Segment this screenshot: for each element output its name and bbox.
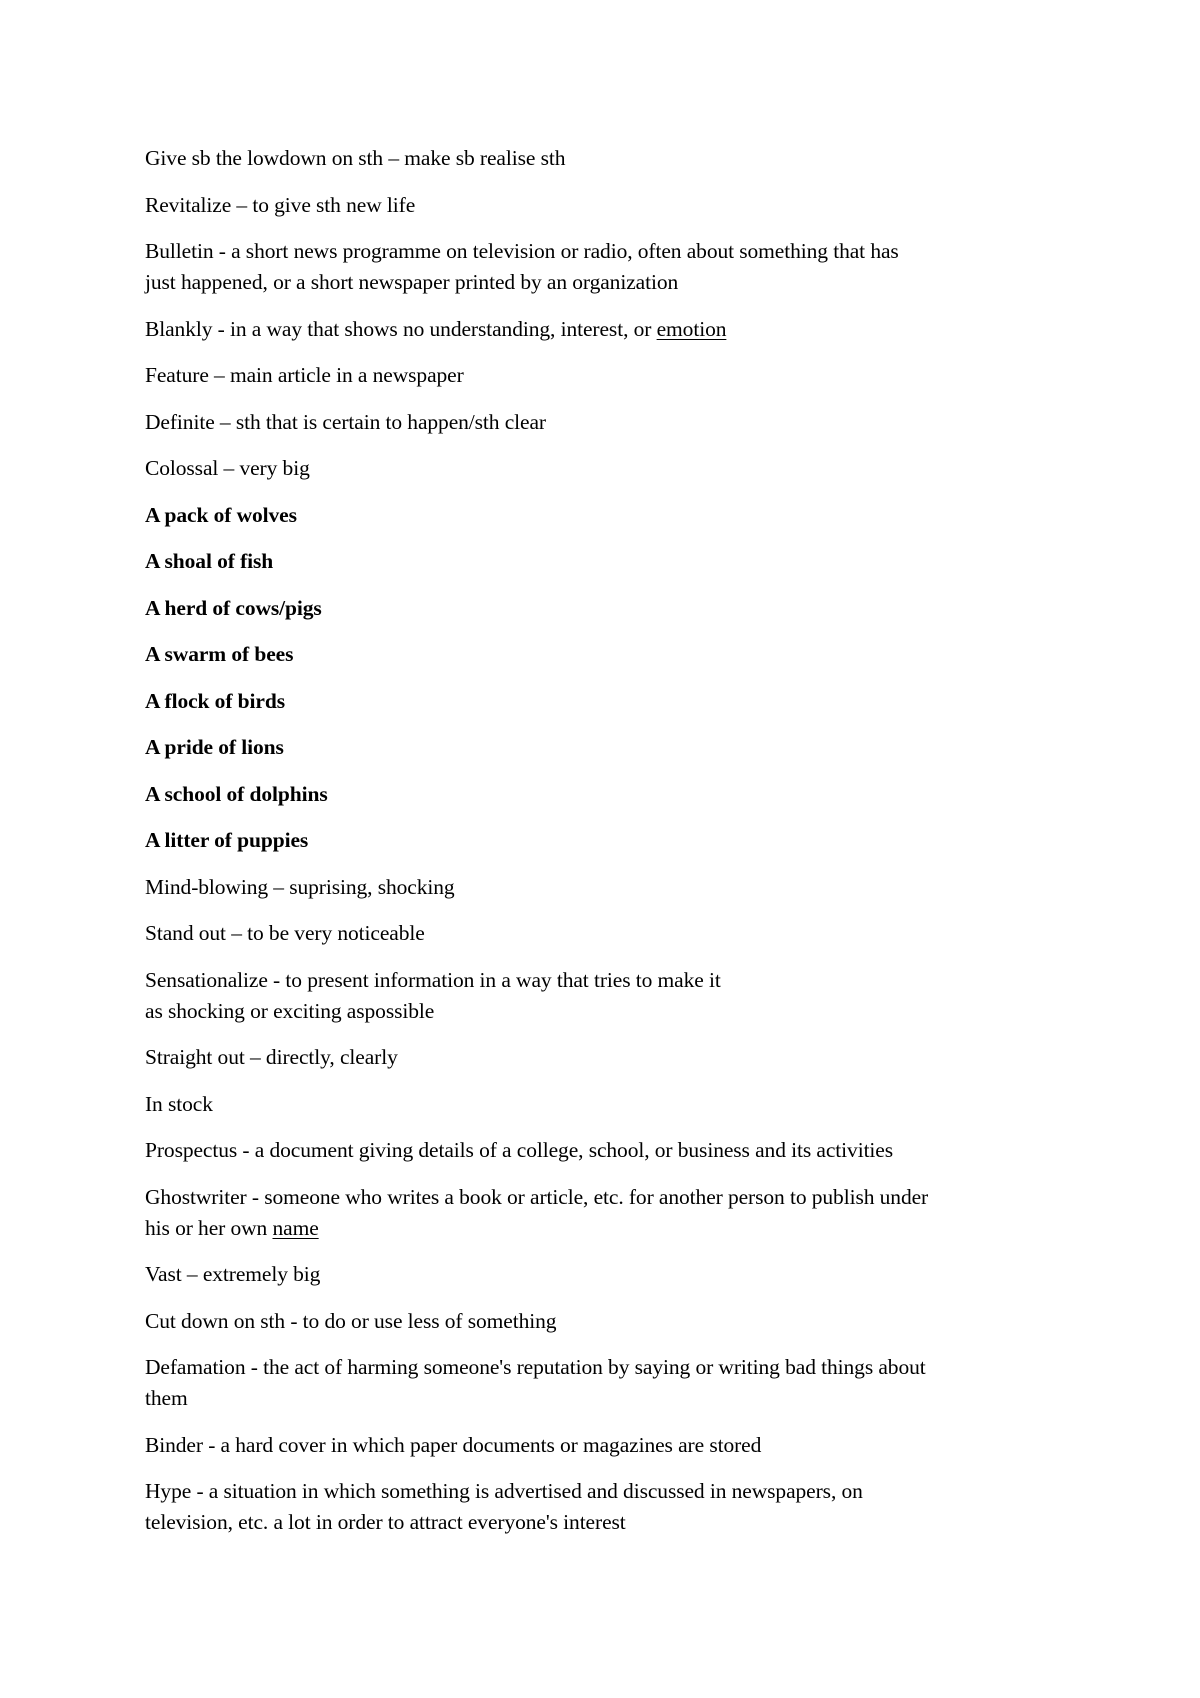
entry-line: Sensationalize - to present information in a way that tries to make it: [145, 967, 721, 992]
entry-bulletin: [145, 236, 1065, 298]
entry-line: Bulletin - a short news programme on television or radio, often about something that has: [145, 239, 899, 263]
entry-line: Vast – extremely big: [145, 1262, 321, 1286]
entry-cut-down: [145, 1306, 1065, 1337]
entry-vast: [145, 1259, 1065, 1290]
entry-blankly: [145, 314, 1065, 345]
entry-line: television, etc. a lot in order to attract everyone's interest: [145, 1510, 626, 1534]
entry-ghostwriter: [145, 1182, 1065, 1244]
entry-definite: [145, 407, 1065, 438]
entry-lowdown: [145, 143, 1065, 174]
entry-line: Definite – sth that is certain to happen/sth clear: [145, 409, 546, 434]
collective-noun-dolphins: A school of dolphins: [145, 781, 328, 806]
collective-noun-cows-pigs: A herd of cows/pigs: [145, 595, 322, 620]
entry-line: Prospectus - a document giving details of a college, school, or business and its activities: [145, 1138, 894, 1162]
entry-line: Colossal – very big: [145, 456, 310, 480]
entry-stand-out: [145, 918, 1065, 949]
entry-line: [145, 1213, 1065, 1244]
entry-text: his or her own: [145, 1215, 273, 1240]
entry-prospectus: [145, 1135, 1065, 1166]
entry-line: Give sb the lowdown on sth – make sb realise sth: [145, 146, 566, 170]
entry-text: Blankly - in a way that shows no understanding, interest, or: [145, 316, 657, 341]
collective-noun-puppies: A litter of puppies: [145, 828, 309, 852]
entry-straight-out: [145, 1042, 1065, 1073]
entry-line: Revitalize – to give sth new life: [145, 192, 416, 217]
entry-line: Stand out – to be very noticeable: [145, 921, 425, 945]
entry-feature: [145, 360, 1065, 391]
entry-line: Binder - a hard cover in which paper documents or magazines are stored: [145, 1432, 762, 1457]
document-content: [145, 143, 1065, 1554]
collective-noun-bees: A swarm of bees: [145, 642, 294, 666]
entry-colossal: [145, 453, 1065, 484]
underlined-word: emotion: [656, 316, 727, 341]
entry-line: Mind-blowing – suprising, shocking: [145, 874, 455, 899]
entry-binder: [145, 1430, 1065, 1461]
entry-hype: [145, 1476, 1065, 1538]
entry-mind-blowing: [145, 872, 1065, 903]
entry-line: In stock: [145, 1091, 213, 1116]
entry-revitalize: [145, 190, 1065, 221]
entry-line: Defamation - the act of harming someone's reputation by saying or writing bad things about: [145, 1355, 926, 1379]
collective-noun-birds: A flock of birds: [145, 688, 285, 713]
entry-line: Feature – main article in a newspaper: [145, 363, 464, 387]
entry-line: Cut down on sth - to do or use less of something: [145, 1308, 557, 1333]
entry-line: them: [145, 1386, 188, 1410]
entry-line: Ghostwriter - someone who writes a book or article, etc. for another person to publish under: [145, 1184, 929, 1209]
entry-defamation: [145, 1352, 1065, 1414]
collective-noun-fish: A shoal of fish: [145, 549, 274, 573]
entry-line: just happened, or a short newspaper printed by an organization: [145, 270, 679, 294]
entry-sensationalize: [145, 965, 1065, 1027]
collective-noun-lions: A pride of lions: [145, 735, 284, 759]
collective-noun-wolves: A pack of wolves: [145, 502, 297, 527]
entry-line: Hype - a situation in which something is advertised and discussed in newspapers, on: [145, 1479, 863, 1503]
entry-in-stock: [145, 1089, 1065, 1120]
entry-line: as shocking or exciting aspossible: [145, 998, 435, 1023]
entry-line: Straight out – directly, clearly: [145, 1045, 398, 1069]
underlined-word: name: [272, 1215, 319, 1240]
